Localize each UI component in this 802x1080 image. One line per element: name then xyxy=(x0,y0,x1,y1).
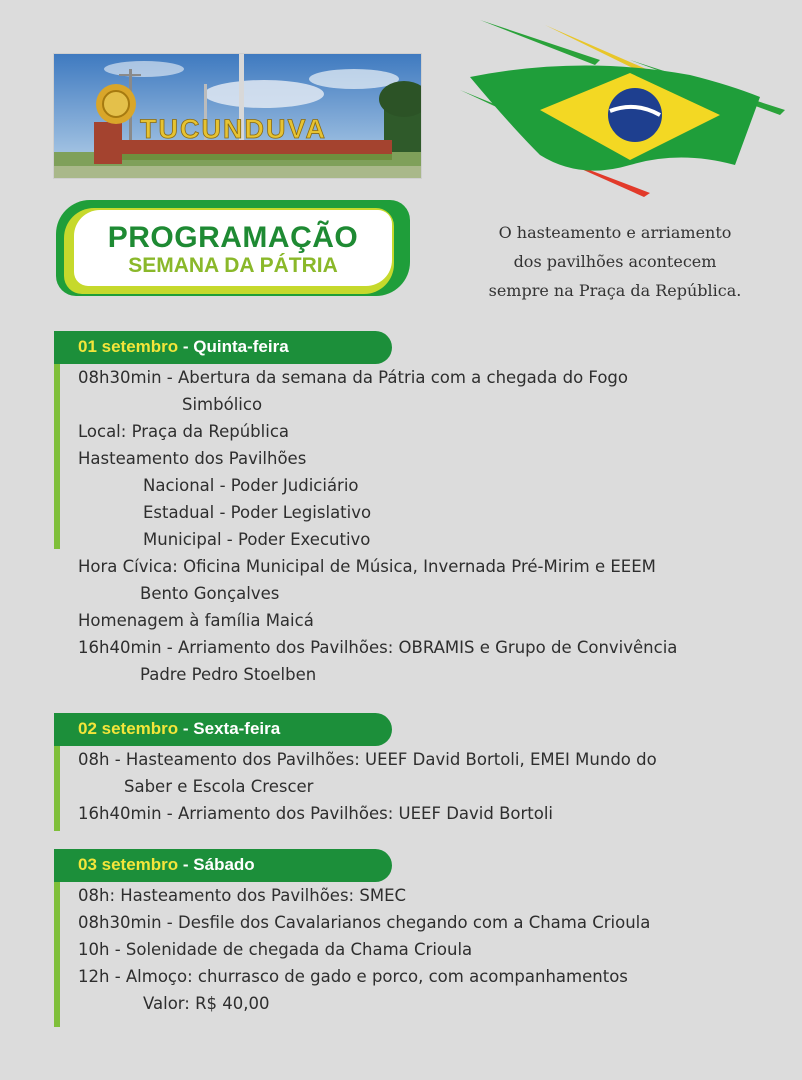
title-badge xyxy=(56,200,410,300)
schedule-line: Estadual - Poder Legislativo xyxy=(143,503,372,522)
town-sign-photo xyxy=(53,53,422,179)
schedule-line: Saber e Escola Crescer xyxy=(124,777,314,796)
page-title: PROGRAMAÇÃO xyxy=(107,221,359,254)
day-weekday: Sexta-feira xyxy=(193,719,281,738)
schedule-line: Valor: R$ 40,00 xyxy=(143,994,270,1013)
schedule-list xyxy=(78,746,778,827)
day-date: 02 setembro xyxy=(78,719,179,738)
schedule-line: 16h40min - Arriamento dos Pavilhões: OBRAMIS e Grupo de Convivência xyxy=(78,638,678,657)
schedule-line: Simbólico xyxy=(182,395,263,414)
schedule-line: 08h30min - Abertura da semana da Pátria com a chegada do Fogo xyxy=(78,368,629,387)
schedule-line: 12h - Almoço: churrasco de gado e porco, com acompanhamentos xyxy=(78,967,628,986)
day-weekday: Quinta-feira xyxy=(193,337,289,356)
day-date: 03 setembro xyxy=(78,855,179,874)
schedule-line: 08h30min - Desfile dos Cavalarianos chegando com a Chama Crioula xyxy=(78,913,651,932)
schedule-list xyxy=(78,364,778,688)
schedule-line: Nacional - Poder Judiciário xyxy=(143,476,359,495)
schedule-line: 16h40min - Arriamento dos Pavilhões: UEEF David Bortoli xyxy=(78,804,554,823)
schedule-line: Bento Gonçalves xyxy=(140,584,280,603)
day-date: 01 setembro xyxy=(78,337,179,356)
intro-line: dos pavilhões acontecem xyxy=(513,252,717,271)
brazil-flag-graphic xyxy=(430,15,790,205)
day-header xyxy=(54,331,392,364)
schedule-line: Hora Cívica: Oficina Municipal de Música, Invernada Pré-Mirim e EEEM xyxy=(78,557,656,576)
schedule-line: Homenagem à família Maicá xyxy=(78,611,314,630)
day-separator: - xyxy=(178,719,194,738)
schedule-line: Hasteamento dos Pavilhões xyxy=(78,449,307,468)
schedule-line: Municipal - Poder Executivo xyxy=(143,530,371,549)
day-header xyxy=(54,713,392,746)
intro-note xyxy=(455,218,775,305)
day-separator: - xyxy=(178,855,194,874)
town-sign-text: TUCUNDUVA xyxy=(140,114,327,144)
day-weekday: Sábado xyxy=(193,855,255,874)
section-accent-bar xyxy=(54,863,60,1027)
intro-line: O hasteamento e arriamento xyxy=(498,223,732,242)
schedule-line: 08h: Hasteamento dos Pavilhões: SMEC xyxy=(78,886,407,905)
day-header xyxy=(54,849,392,882)
schedule-line: Local: Praça da República xyxy=(78,422,290,441)
schedule-line: 10h - Solenidade de chegada da Chama Crioula xyxy=(78,940,473,959)
schedule-list xyxy=(78,882,778,1017)
day-separator: - xyxy=(178,337,194,356)
schedule-line: 08h - Hasteamento dos Pavilhões: UEEF David Bortoli, EMEI Mundo do xyxy=(78,750,657,769)
schedule-line: Padre Pedro Stoelben xyxy=(140,665,317,684)
page-subtitle: SEMANA DA PÁTRIA xyxy=(128,254,338,277)
section-accent-bar xyxy=(54,345,60,549)
intro-line: sempre na Praça da República. xyxy=(488,281,742,300)
